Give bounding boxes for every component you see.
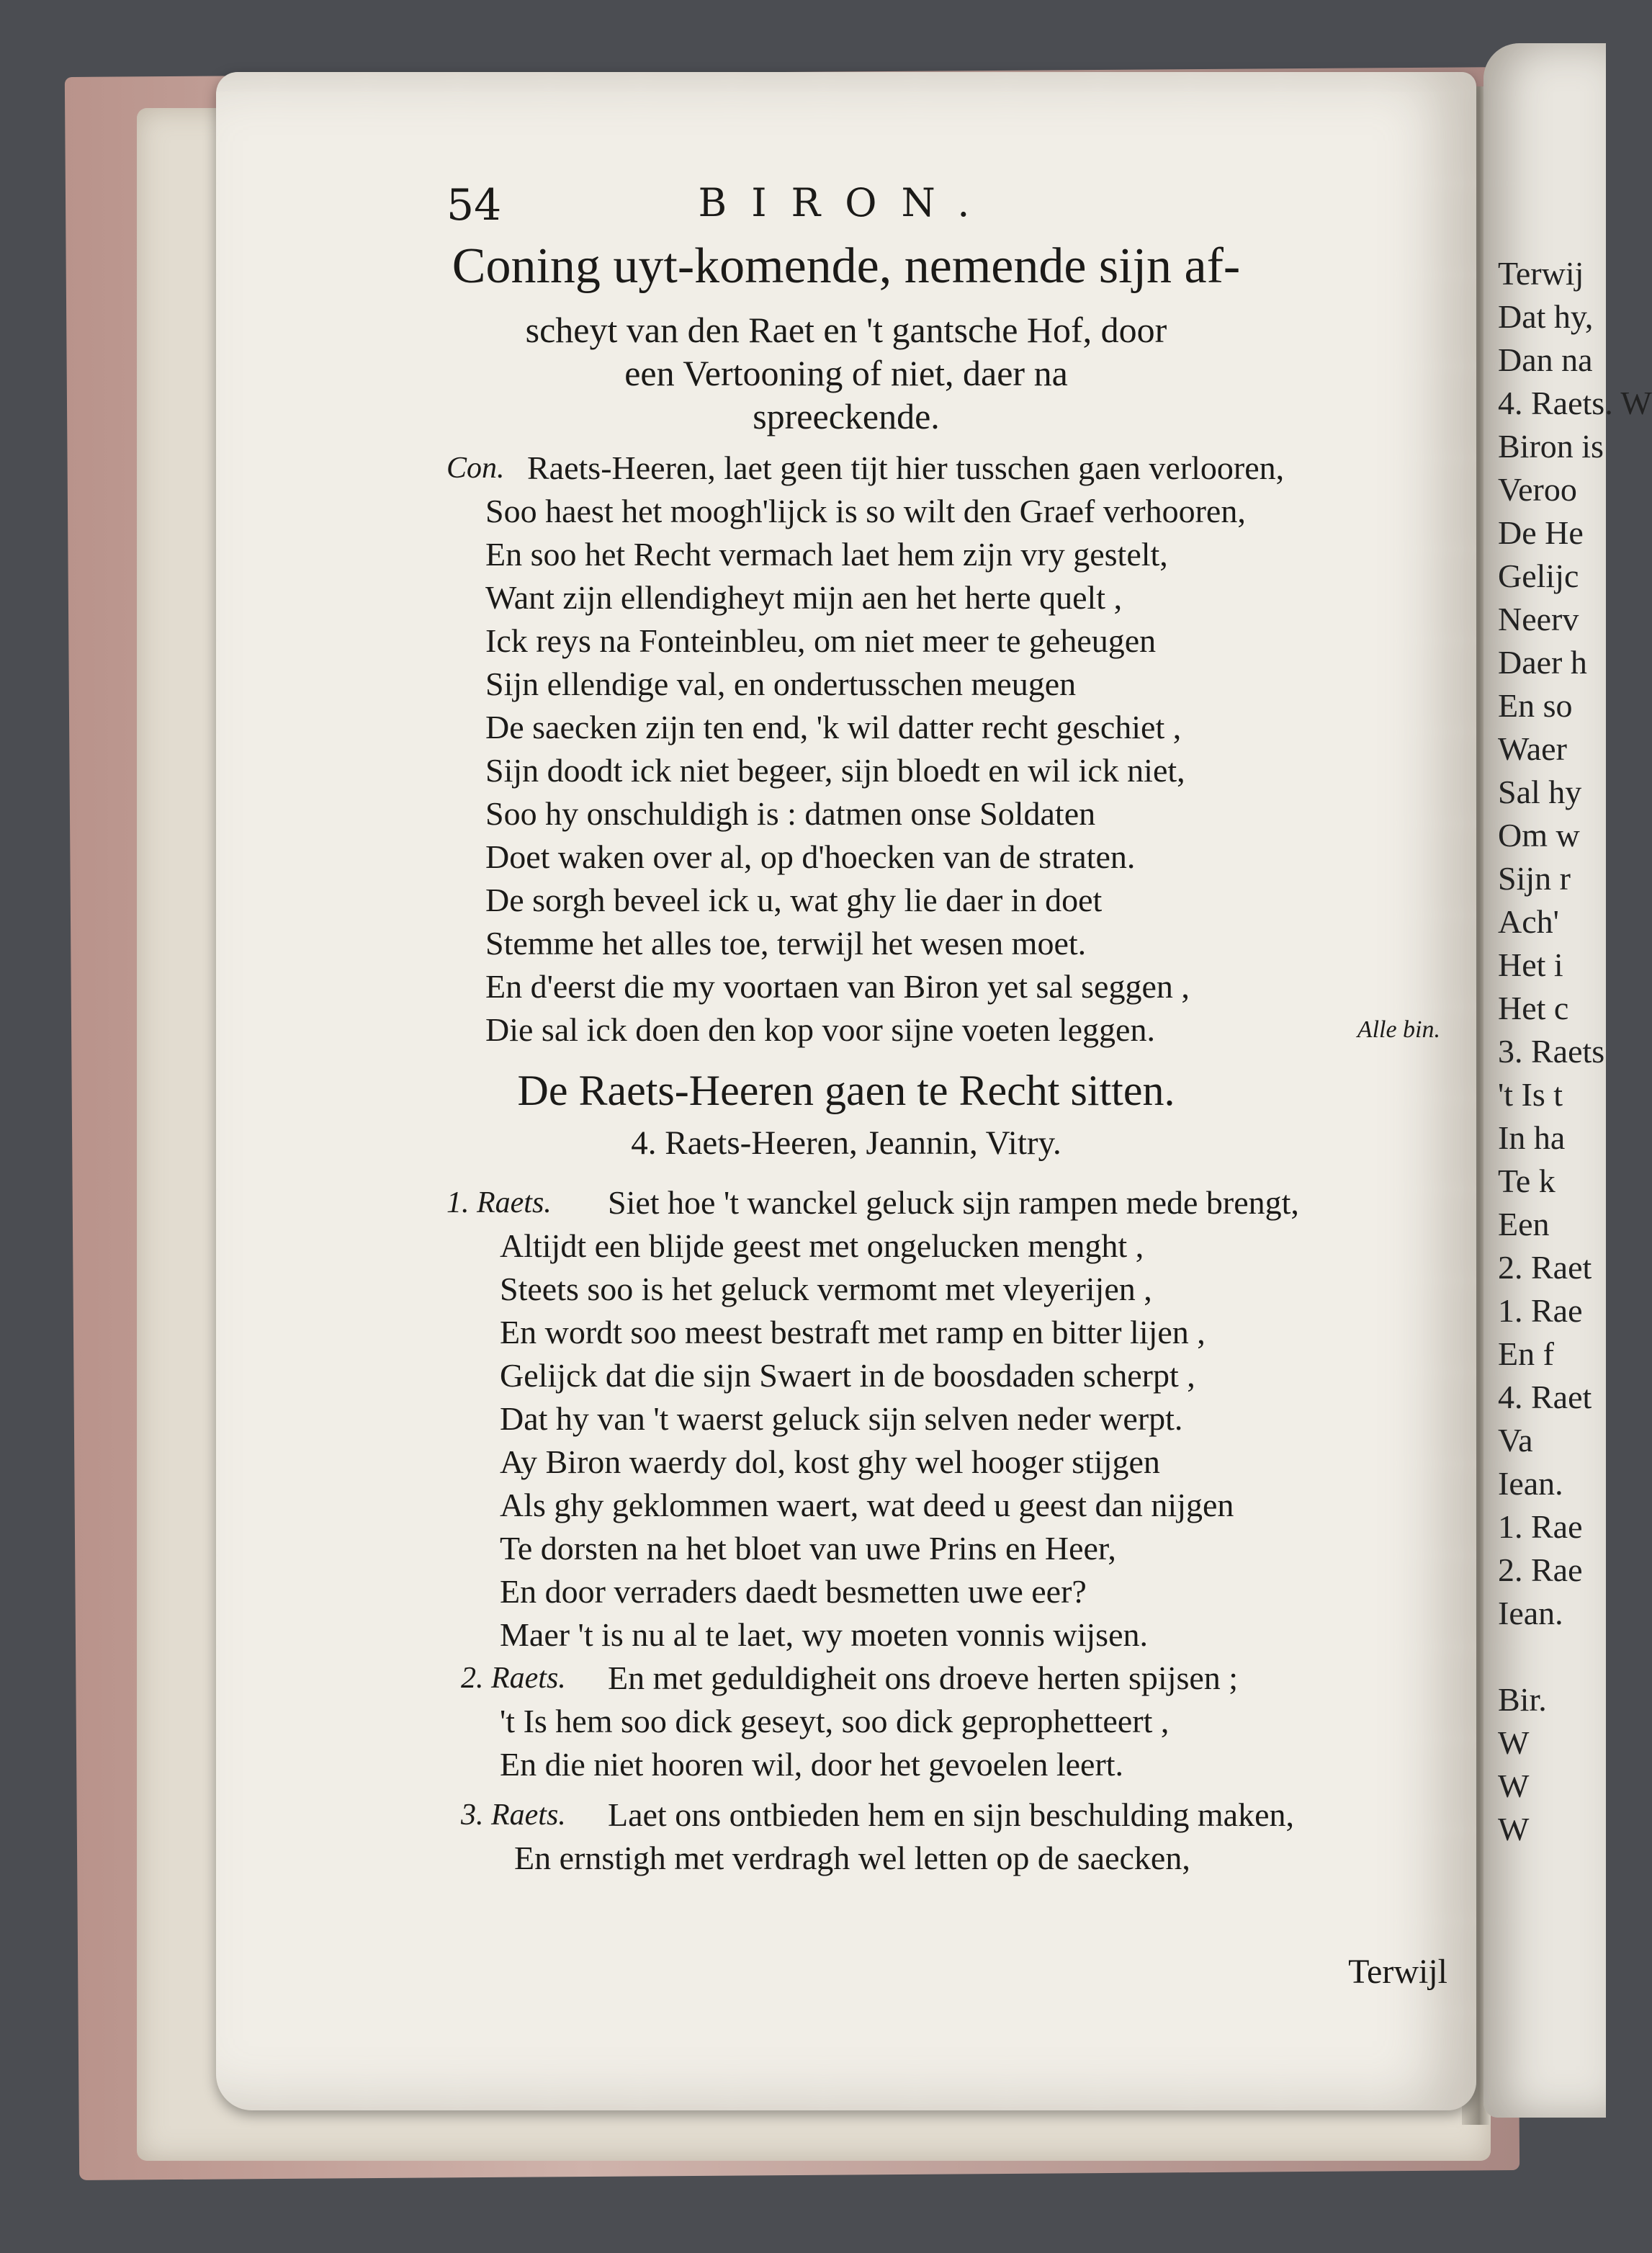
facing-page-line: Sal hy bbox=[1498, 774, 1582, 810]
verse-line: En door verraders daedt besmetten uwe eer? bbox=[500, 1573, 1087, 1610]
speaker-label: Con. bbox=[446, 452, 505, 485]
verse-line: Raets-Heeren, laet geen tijt hier tusschen gaen verlooren, bbox=[527, 449, 1285, 486]
facing-page-line: 2. Raet bbox=[1498, 1249, 1592, 1286]
running-head: BIRON. bbox=[698, 180, 995, 225]
verse-line: Sijn doodt ick niet begeer, sijn bloedt en wil ick niet, bbox=[485, 752, 1185, 789]
facing-page-line: Een bbox=[1498, 1206, 1550, 1242]
facing-page-line: Ach' bbox=[1498, 903, 1559, 940]
facing-page-line: Va bbox=[1498, 1422, 1533, 1459]
verse-line: 't Is hem soo dick geseyt, soo dick geprophetteert , bbox=[500, 1703, 1170, 1739]
speech-second-councillor bbox=[216, 1657, 1476, 1786]
facing-page-line: W bbox=[1498, 1768, 1530, 1804]
verse-line: Dat hy van 't waerst geluck sijn selven neder werpt. bbox=[500, 1400, 1183, 1437]
verse-line: En wordt soo meest bestraft met ramp en bitter lijen , bbox=[500, 1314, 1206, 1351]
facing-page bbox=[1483, 43, 1652, 2118]
scene-heading-line-1: Coning uyt-komende, nemende sijn af- bbox=[452, 238, 1241, 294]
verse-line: Te dorsten na het bloet van uwe Prins en Heer, bbox=[500, 1530, 1116, 1567]
facing-page-line: Iean. bbox=[1498, 1465, 1563, 1502]
verse-line: Altijdt een blijde geest met ongelucken menght , bbox=[500, 1227, 1144, 1264]
facing-page-line: In ha bbox=[1498, 1119, 1566, 1156]
facing-page-line: 1. Rae bbox=[1498, 1292, 1583, 1329]
verse-line: Soo haest het moogh'lijck is so wilt den Graef verhooren, bbox=[485, 493, 1246, 529]
verse-line: Als ghy geklommen waert, wat deed u geest dan nijgen bbox=[500, 1487, 1234, 1523]
facing-page-text bbox=[1498, 252, 1652, 1851]
verse-line: En d'eerst die my voortaen van Biron yet sal seggen , bbox=[485, 968, 1190, 1005]
facing-page-line: Dan na bbox=[1498, 341, 1593, 378]
verse-line: Siet hoe 't wanckel geluck sijn rampen mede brengt, bbox=[608, 1184, 1299, 1221]
speaker-label: 2. Raets. bbox=[461, 1662, 566, 1695]
speech-king bbox=[216, 447, 1476, 1052]
speech-first-councillor bbox=[216, 1181, 1476, 1657]
verse-line: En ernstigh met verdragh wel letten op de saecken, bbox=[514, 1840, 1190, 1876]
speaker-label: 3. Raets. bbox=[461, 1799, 566, 1832]
verse-line: Steets soo is het geluck vermomt met vleyerijen , bbox=[500, 1271, 1152, 1307]
cast-line: 4. Raets-Heeren, Jeannin, Vitry. bbox=[631, 1124, 1061, 1162]
verse-line: Soo hy onschuldigh is : datmen onse Soldaten bbox=[485, 795, 1096, 832]
facing-page-line: Biron is bbox=[1498, 428, 1604, 465]
verse-line: Laet ons ontbieden hem en sijn beschulding maken, bbox=[608, 1796, 1294, 1833]
verse-line: Doet waken over al, op d'hoecken van de straten. bbox=[485, 838, 1136, 875]
facing-page-line: W bbox=[1498, 1724, 1530, 1761]
verse-line: Maer 't is nu al te laet, wy moeten vonnis wijsen. bbox=[500, 1616, 1148, 1653]
facing-page-line: Om w bbox=[1498, 817, 1580, 854]
verse-line: En die niet hooren wil, door het gevoelen leert. bbox=[500, 1746, 1124, 1783]
verse-line: Die sal ick doen den kop voor sijne voeten leggen. bbox=[485, 1011, 1155, 1048]
catchword: Terwijl bbox=[1348, 1953, 1447, 1991]
scene-heading-line-3: een Vertooning of niet, daer na bbox=[624, 353, 1068, 393]
scene-heading-line-2: scheyt van den Raet en 't gantsche Hof, door bbox=[525, 310, 1167, 350]
facing-page-line: Gelijc bbox=[1498, 557, 1579, 594]
verse-line: Ay Biron waerdy dol, kost ghy wel hooger stijgen bbox=[500, 1443, 1160, 1480]
facing-page-line: 4. Raet bbox=[1498, 1379, 1592, 1415]
facing-page-line: 4. Raets. W bbox=[1498, 385, 1652, 421]
facing-page-line: Te k bbox=[1498, 1163, 1556, 1199]
facing-page-line: En f bbox=[1498, 1335, 1554, 1372]
stage-direction: De Raets-Heeren gaen te Recht sitten. bbox=[517, 1067, 1175, 1114]
verse-line: Sijn ellendige val, en ondertusschen meugen bbox=[485, 666, 1077, 702]
facing-page-line: Neerv bbox=[1498, 601, 1579, 637]
facing-page-line: Veroo bbox=[1498, 471, 1577, 508]
facing-page-line: W bbox=[1498, 1811, 1530, 1847]
facing-page-line: De He bbox=[1498, 514, 1584, 551]
page-number: 54 bbox=[446, 180, 502, 230]
facing-page-line: 't Is t bbox=[1498, 1076, 1563, 1113]
scene-heading-line-4: spreeckende. bbox=[753, 396, 940, 436]
facing-page-line: 3. Raets bbox=[1498, 1033, 1605, 1070]
facing-page-line: Waer bbox=[1498, 730, 1567, 767]
verse-line: En met geduldigheit ons droeve herten spijsen ; bbox=[608, 1659, 1239, 1696]
verse-line: Stemme het alles toe, terwijl het wesen moet. bbox=[485, 925, 1087, 962]
facing-page-line: Daer h bbox=[1498, 644, 1587, 681]
stage-note: Alle bin. bbox=[1357, 1016, 1440, 1043]
speaker-label: 1. Raets. bbox=[446, 1186, 552, 1219]
facing-page-line: Het c bbox=[1498, 990, 1569, 1026]
verse-line: De sorgh beveel ick u, wat ghy lie daer in doet bbox=[485, 882, 1103, 918]
facing-page-line: Terwij bbox=[1498, 255, 1584, 292]
facing-page-line: Bir. bbox=[1498, 1681, 1547, 1718]
verse-line: Ick reys na Fonteinbleu, om niet meer te geheugen bbox=[485, 622, 1157, 659]
facing-page-line: 2. Rae bbox=[1498, 1551, 1583, 1588]
facing-page-line: Sijn r bbox=[1498, 860, 1571, 897]
verse-line: Want zijn ellendigheyt mijn aen het herte quelt , bbox=[485, 579, 1123, 616]
facing-page-line: Dat hy, bbox=[1498, 298, 1594, 335]
verse-line: Gelijck dat die sijn Swaert in de boosdaden scherpt , bbox=[500, 1357, 1195, 1394]
verse-line: De saecken zijn ten end, 'k wil datter recht geschiet , bbox=[485, 709, 1182, 745]
verse-line: En soo het Recht vermach laet hem zijn vry gestelt, bbox=[485, 536, 1168, 573]
facing-page-line: 1. Rae bbox=[1498, 1508, 1583, 1545]
book-page bbox=[216, 72, 1476, 2110]
facing-page-line: Iean. bbox=[1498, 1595, 1563, 1631]
facing-page-line bbox=[1498, 1635, 1652, 1678]
facing-page-line: En so bbox=[1498, 687, 1573, 724]
facing-page-line: Het i bbox=[1498, 946, 1563, 983]
speech-third-councillor bbox=[216, 1793, 1476, 1880]
